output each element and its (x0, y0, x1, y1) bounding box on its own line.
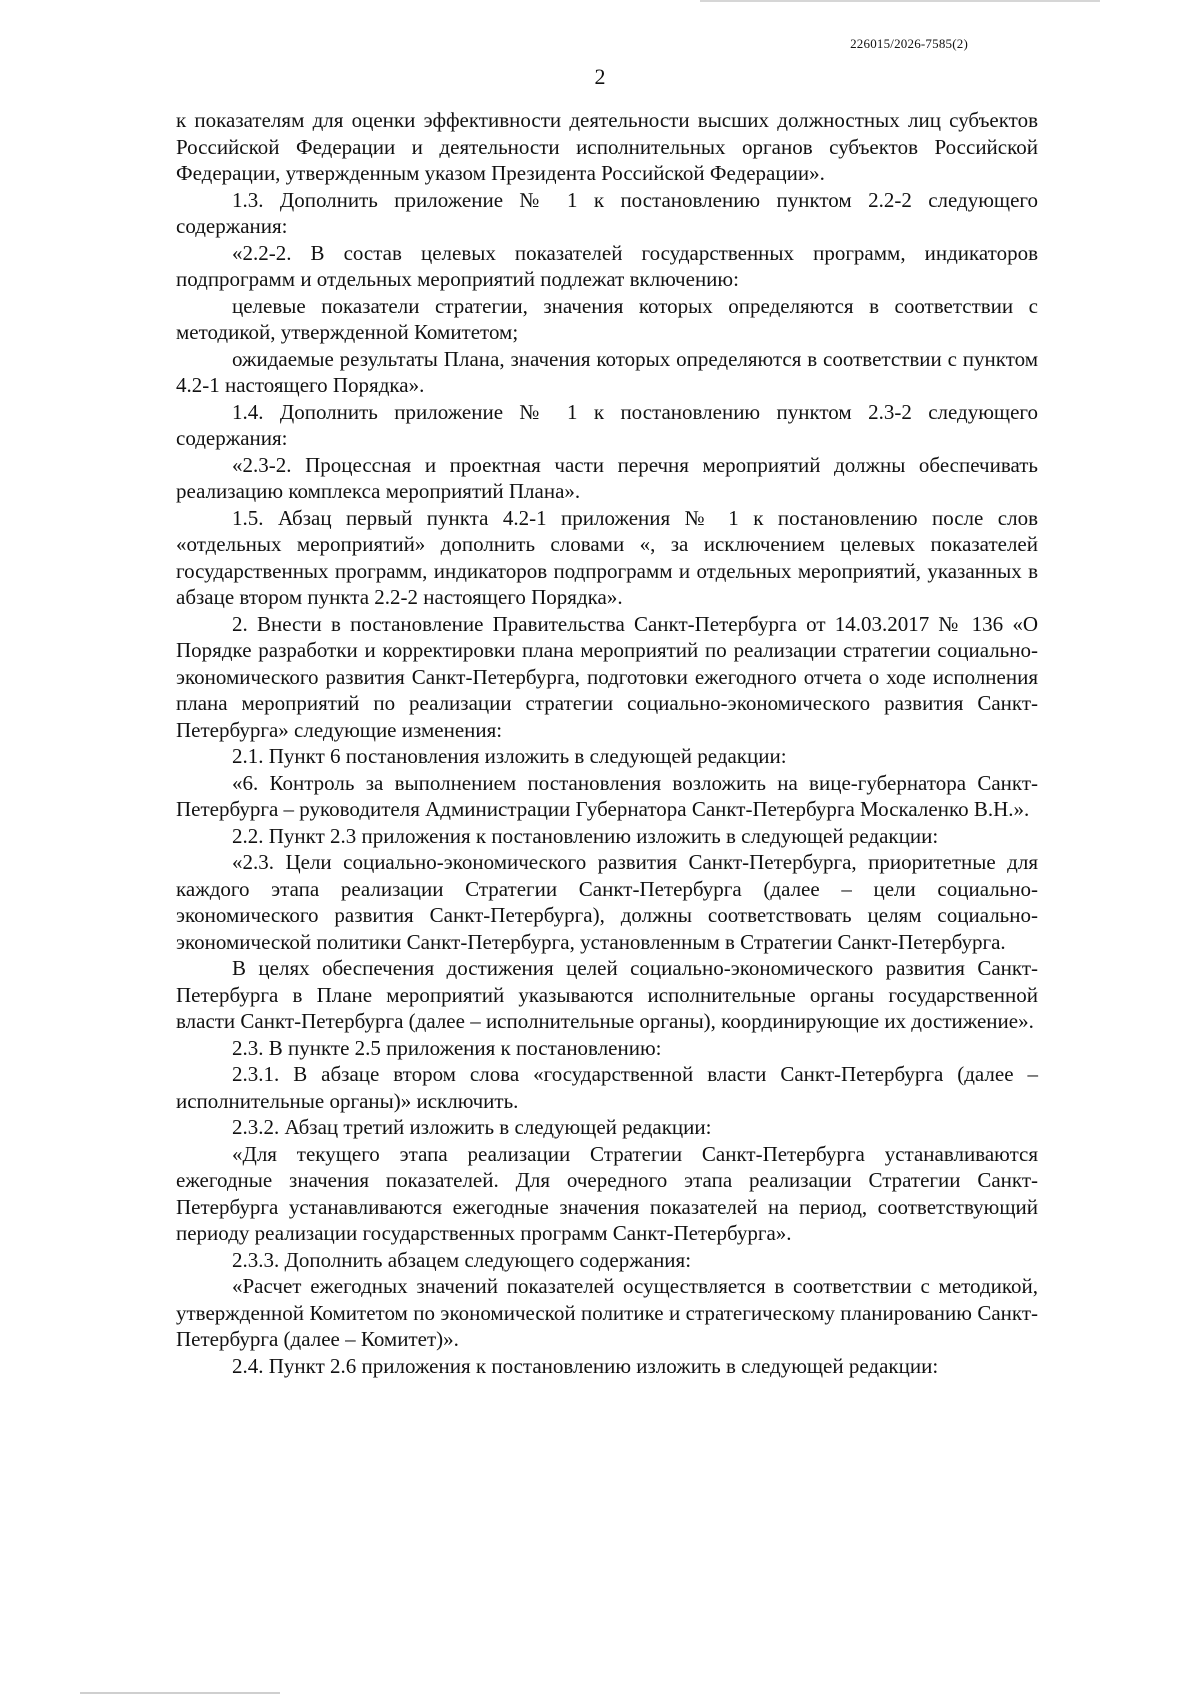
paragraph-2-1: 2.1. Пункт 6 постановления изложить в следующей редакции: (232, 744, 787, 768)
document-number: 226015/2026-7585(2) (850, 36, 968, 51)
paragraph-quote-2-3: «2.3. Цели социально-экономического развития Санкт-Петербурга, приоритетные для каждого этапа реализации Стратегии Санкт-Петербурга (далее – цели социально-экономического развития Санкт-Петербурга), должны соответствовать целям социально-экономической политики Санкт-Петербурга, установленным в Стратегии Санкт-Петербурга. (176, 850, 1038, 954)
paragraph-1-4: 1.4. Дополнить приложение № 1 к постановлению пунктом 2.3-2 следующего содержания: (176, 399, 1038, 450)
paragraph-plan-results: ожидаемые результаты Плана, значения которых определяются в соответствии с пунктом 4.2-1 настоящего Порядка». (176, 346, 1038, 397)
paragraph-2-3-3: 2.3.3. Дополнить абзацем следующего содержания: (232, 1247, 692, 1272)
paragraph-strategy-indicators: целевые показатели стратегии, значения которых определяются в соответствии с методикой, утвержденной Комитетом; (176, 293, 1038, 344)
paragraph-quote-current-stage: «Для текущего этапа реализации Стратегии Санкт-Петербурга устанавливаются ежегодные значения показателей. Для очередного этапа реализации Стратегии Санкт-Петербурга устанавливаются ежегодные значения показателей на период, соответствующий периоду реализации государственных программ Санкт-Петербурга». (176, 1141, 1038, 1245)
paragraph-1-3: 1.3. Дополнить приложение № 1 к постановлению пунктом 2.2-2 следующего содержания: (176, 187, 1038, 238)
paragraph-goals-achievement: В целях обеспечения достижения целей социально-экономического развития Санкт-Петербурга в Плане мероприятий указываются исполнительные органы государственной власти Санкт-Петербурга (далее – исполнительные органы), координирующие их достижение». (176, 956, 1038, 1033)
paragraph-continuation: к показателям для оценки эффективности деятельности высших должностных лиц субъектов Российской Федерации и деятельности исполнительных органов субъектов Российской Федерации, утвержденным указом Президента Российской Федерации». (176, 108, 1038, 185)
paragraph-quote-calculation: «Расчет ежегодных значений показателей осуществляется в соответствии с методикой, утвержденной Комитетом по экономической политике и стратегическому планированию Санкт-Петербурга (далее – Комитет)». (176, 1274, 1038, 1351)
paragraph-2: 2. Внести в постановление Правительства Санкт-Петербурга от 14.03.2017 № 136 «О Порядке разработки и корректировки плана мероприятий по реализации стратегии социально-экономического развития Санкт-Петербурга, подготовки ежегодного отчета о ходе исполнения плана мероприятий по реализации стратегии социально-экономического развития Санкт-Петербурга» следующие изменения: (176, 611, 1038, 742)
paragraph-quote-2-3-2: «2.3-2. Процессная и проектная части перечня мероприятий должны обеспечивать реализацию комплекса мероприятий Плана». (176, 452, 1038, 503)
paragraph-1-5: 1.5. Абзац первый пункта 4.2-1 приложения № 1 к постановлению после слов «отдельных мероприятий» дополнить словами «, за исключением целевых показателей государственных программ, индикаторов подпрограмм и отдельных мероприятий, указанных в абзаце втором пункта 2.2-2 настоящего Порядка». (176, 505, 1038, 609)
paragraph-2-4: 2.4. Пункт 2.6 приложения к постановлению изложить в следующей редакции: (232, 1353, 939, 1378)
scan-artifact-bottom (80, 1692, 280, 1694)
paragraph-2-3-2: 2.3.2. Абзац третий изложить в следующей редакции: (232, 1115, 712, 1139)
scan-artifact-top (700, 0, 1100, 6)
paragraph-2-3-1: 2.3.1. В абзаце втором слова «государственной власти Санкт-Петербурга (далее – исполнительные органы)» исключить. (176, 1062, 1038, 1113)
paragraph-2-3: 2.3. В пункте 2.5 приложения к постановлению: (232, 1035, 662, 1060)
paragraph-quote-6: «6. Контроль за выполнением постановления возложить на вице-губернатора Санкт-Петербурга – руководителя Администрации Губернатора Санкт-Петербурга Москаленко В.Н.». (176, 770, 1038, 821)
page-number: 2 (594, 64, 606, 89)
document-body (176, 107, 1038, 1379)
paragraph-quote-2-2-2: «2.2-2. В состав целевых показателей государственных программ, индикаторов подпрограмм и отдельных мероприятий подлежат включению: (176, 240, 1038, 291)
paragraph-2-2: 2.2. Пункт 2.3 приложения к постановлению изложить в следующей редакции: (232, 823, 939, 848)
